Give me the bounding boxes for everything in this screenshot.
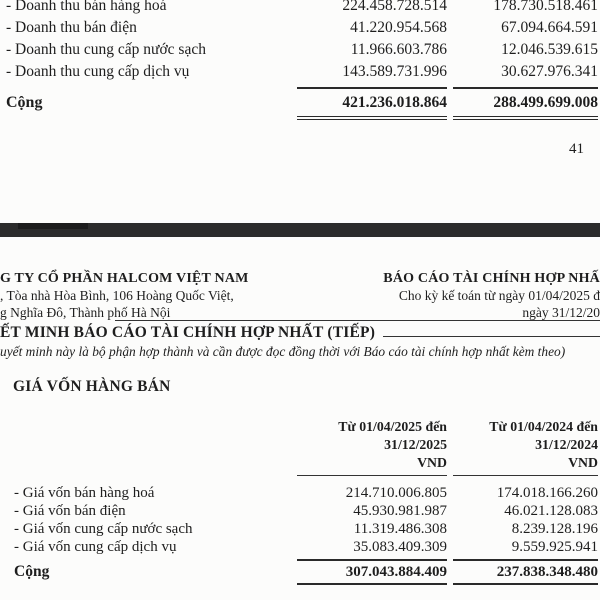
report-info	[383, 270, 600, 321]
table-row	[14, 484, 598, 502]
table-header-row	[14, 418, 598, 476]
page-divider-bar	[0, 223, 600, 237]
amount-prior-period: 12.046.539.615	[501, 41, 598, 58]
column2-header-line1: Từ 01/04/2024 đến	[489, 419, 598, 434]
table-row	[6, 61, 598, 83]
amount-prior-period: 30.627.976.341	[501, 63, 598, 80]
total-amount-prior-period: 237.838.348.480	[453, 559, 598, 585]
amount-current-period: 214.710.006.805	[345, 485, 447, 501]
amount-prior-period: 8.239.128.196	[511, 521, 598, 537]
column2-header-currency: VND	[568, 455, 598, 470]
report-period-line2: ngày 31/12/20	[522, 305, 600, 320]
row-label: - Giá vốn bán điện	[14, 503, 126, 519]
amount-prior-period: 174.018.166.260	[496, 485, 598, 501]
total-amount-current-period: 307.043.884.409	[297, 559, 447, 585]
notes-title: ẾT MINH BÁO CÁO TÀI CHÍNH HỢP NHẤT (TIẾP)	[0, 324, 376, 341]
amount-current-period: 224.458.728.514	[342, 0, 447, 14]
page2-cogs-fragment	[0, 237, 600, 595]
header-columns	[0, 270, 600, 321]
total-row	[6, 87, 598, 120]
notes-title-underline	[383, 336, 600, 337]
revenue-table	[0, 0, 600, 120]
row-label: - Giá vốn cung cấp dịch vụ	[14, 539, 177, 555]
total-label: Cộng	[6, 94, 43, 111]
column1-header-line1: Từ 01/04/2025 đến	[338, 419, 447, 434]
total-amount-current-period: 421.236.018.864	[297, 87, 447, 120]
notes-subtitle: uyết minh này là bộ phận hợp thành và cần được đọc đồng thời với Báo cáo tài chính hợp nhất kèm theo)	[0, 344, 566, 359]
table-row	[6, 39, 598, 61]
company-info	[0, 270, 249, 321]
page1-revenue-fragment	[0, 0, 600, 223]
amount-prior-period: 178.730.518.461	[493, 0, 598, 14]
amount-current-period: 41.220.954.568	[350, 19, 447, 36]
section-title: GIÁ VỐN HÀNG BÁN	[13, 378, 171, 395]
row-label: - Doanh thu bán hàng hoá	[6, 0, 167, 14]
total-amount-prior-period: 288.499.699.008	[453, 87, 598, 120]
company-address-line2: g Nghĩa Đô, Thành phố Hà Nội	[0, 305, 171, 320]
amount-current-period: 45.930.981.987	[353, 503, 447, 519]
table-body	[14, 484, 598, 556]
column1-header-line2: 31/12/2025	[384, 437, 447, 452]
report-period-line1: Cho kỳ kế toán từ ngày 01/04/2025 đ	[398, 288, 600, 303]
amount-current-period: 11.319.486.308	[353, 521, 447, 537]
total-label: Cộng	[14, 563, 50, 580]
page-number: 41	[569, 141, 584, 157]
company-address-line1: , Tòa nhà Hòa Bình, 106 Hoàng Quốc Việt,	[0, 288, 234, 303]
column1-header	[297, 418, 447, 476]
row-label: - Doanh thu cung cấp dịch vụ	[6, 63, 190, 80]
report-title: BÁO CÁO TÀI CHÍNH HỢP NHẤ	[383, 271, 600, 286]
company-name: G TY CỔ PHẦN HALCOM VIỆT NAM	[0, 271, 249, 286]
row-label: - Giá vốn bán hàng hoá	[14, 485, 155, 501]
amount-current-period: 35.083.409.309	[353, 539, 447, 555]
table-row	[6, 17, 598, 39]
table-row	[14, 502, 598, 520]
table-row	[14, 520, 598, 538]
cogs-table	[0, 418, 600, 585]
row-label: - Doanh thu bán điện	[6, 19, 137, 36]
amount-prior-period: 67.094.664.591	[501, 19, 598, 36]
column1-header-currency: VND	[417, 455, 447, 470]
column2-header-line2: 31/12/2024	[535, 437, 598, 452]
column2-header	[453, 418, 598, 476]
total-row	[14, 559, 598, 585]
table-row	[14, 538, 598, 556]
row-label: - Doanh thu cung cấp nước sạch	[6, 41, 206, 58]
row-label: - Giá vốn cung cấp nước sạch	[14, 521, 193, 537]
document-header	[0, 237, 600, 321]
amount-current-period: 11.966.603.786	[350, 41, 447, 58]
divider-bar-notch	[18, 223, 88, 229]
amount-prior-period: 9.559.925.941	[511, 539, 598, 555]
notes-title-row	[0, 324, 600, 342]
table-row	[6, 0, 598, 17]
amount-prior-period: 46.021.128.083	[504, 503, 598, 519]
amount-current-period: 143.589.731.996	[342, 63, 447, 80]
